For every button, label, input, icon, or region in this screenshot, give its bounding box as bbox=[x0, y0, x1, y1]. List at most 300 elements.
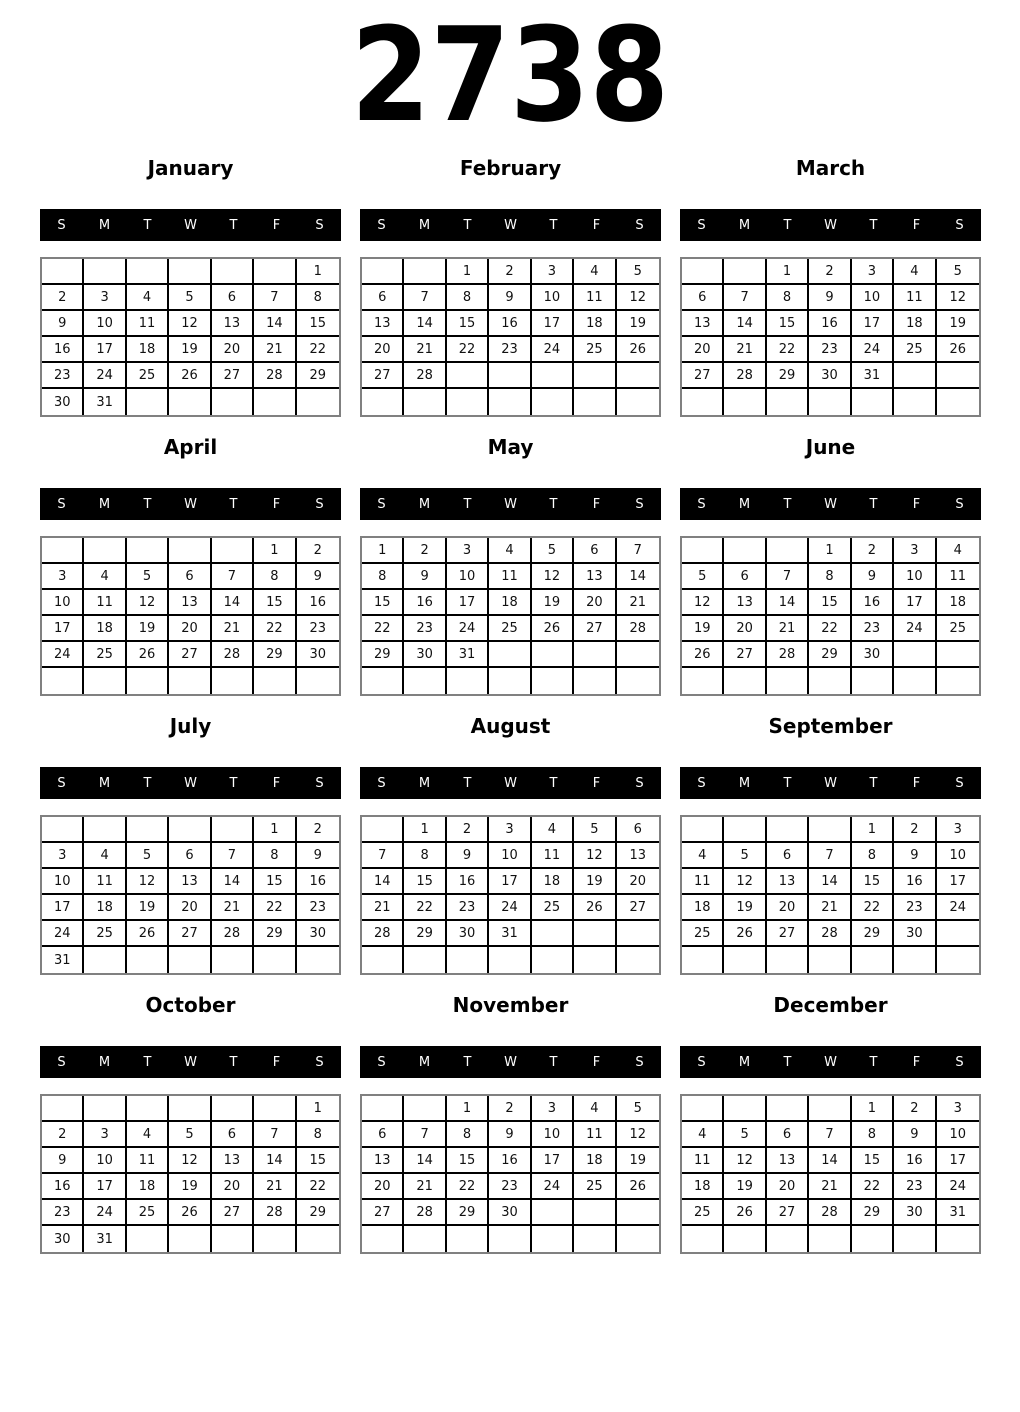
weekday-label: F bbox=[912, 496, 921, 512]
day-cell: 18 bbox=[937, 590, 979, 616]
month-block-march bbox=[680, 156, 981, 425]
day-cell: 22 bbox=[447, 337, 489, 363]
weekday-label: T bbox=[783, 496, 792, 512]
day-cell: 16 bbox=[297, 869, 339, 895]
day-cell: 11 bbox=[937, 564, 979, 590]
weekday-header-row bbox=[40, 209, 341, 241]
day-cell: 16 bbox=[809, 311, 851, 337]
empty-day-cell bbox=[42, 668, 84, 694]
empty-day-cell bbox=[169, 259, 211, 285]
day-cell: 9 bbox=[894, 843, 936, 869]
day-cell: 9 bbox=[42, 1148, 84, 1174]
day-cell: 16 bbox=[42, 337, 84, 363]
day-cell: 30 bbox=[404, 642, 446, 668]
day-cell: 9 bbox=[447, 843, 489, 869]
day-cell: 4 bbox=[84, 843, 126, 869]
day-cell: 25 bbox=[937, 616, 979, 642]
day-cell: 1 bbox=[852, 1096, 894, 1122]
day-cell: 7 bbox=[362, 843, 404, 869]
day-cell: 9 bbox=[297, 564, 339, 590]
weekday-label: F bbox=[592, 217, 601, 233]
months-grid bbox=[40, 156, 980, 1262]
empty-day-cell bbox=[127, 1096, 169, 1122]
day-cell: 12 bbox=[127, 869, 169, 895]
day-cell: 5 bbox=[937, 259, 979, 285]
empty-day-cell bbox=[724, 668, 766, 694]
empty-day-cell bbox=[447, 363, 489, 389]
weekday-header-row bbox=[40, 767, 341, 799]
day-cell: 21 bbox=[212, 895, 254, 921]
weekday-label: S bbox=[955, 496, 964, 512]
day-cell: 16 bbox=[894, 1148, 936, 1174]
empty-day-cell bbox=[447, 389, 489, 415]
weekday-label: S bbox=[377, 496, 386, 512]
day-cell: 10 bbox=[852, 285, 894, 311]
day-cell: 6 bbox=[169, 843, 211, 869]
day-cell: 17 bbox=[894, 590, 936, 616]
weekday-label: F bbox=[912, 1054, 921, 1070]
day-cell: 24 bbox=[489, 895, 531, 921]
day-cell: 19 bbox=[169, 1174, 211, 1200]
day-cell: 20 bbox=[724, 616, 766, 642]
day-cell: 18 bbox=[84, 895, 126, 921]
day-cell: 1 bbox=[852, 817, 894, 843]
day-cell: 24 bbox=[84, 363, 126, 389]
day-cell: 7 bbox=[767, 564, 809, 590]
weekday-label: T bbox=[549, 775, 558, 791]
empty-day-cell bbox=[767, 947, 809, 973]
day-cell: 2 bbox=[404, 538, 446, 564]
day-cell: 24 bbox=[937, 895, 979, 921]
empty-day-cell bbox=[574, 642, 616, 668]
empty-day-cell bbox=[127, 1226, 169, 1252]
month-day-grid bbox=[360, 536, 661, 696]
day-cell: 5 bbox=[127, 843, 169, 869]
day-cell: 22 bbox=[297, 337, 339, 363]
day-cell: 3 bbox=[489, 817, 531, 843]
month-block-october bbox=[40, 993, 341, 1262]
month-block-august bbox=[360, 714, 661, 983]
weekday-label: M bbox=[98, 496, 111, 512]
day-cell: 31 bbox=[852, 363, 894, 389]
empty-day-cell bbox=[404, 259, 446, 285]
day-cell: 14 bbox=[809, 869, 851, 895]
day-cell: 29 bbox=[809, 642, 851, 668]
day-cell: 14 bbox=[404, 311, 446, 337]
day-cell: 9 bbox=[404, 564, 446, 590]
empty-day-cell bbox=[362, 1096, 404, 1122]
day-cell: 12 bbox=[617, 285, 659, 311]
day-cell: 5 bbox=[532, 538, 574, 564]
day-cell: 4 bbox=[532, 817, 574, 843]
empty-day-cell bbox=[362, 668, 404, 694]
month-day-grid bbox=[680, 257, 981, 417]
day-cell: 23 bbox=[894, 1174, 936, 1200]
day-cell: 3 bbox=[532, 259, 574, 285]
empty-day-cell bbox=[937, 363, 979, 389]
day-cell: 2 bbox=[447, 817, 489, 843]
month-day-grid bbox=[360, 1094, 661, 1254]
day-cell: 21 bbox=[809, 1174, 851, 1200]
weekday-label: T bbox=[143, 496, 152, 512]
empty-day-cell bbox=[42, 1096, 84, 1122]
day-cell: 16 bbox=[447, 869, 489, 895]
day-cell: 1 bbox=[447, 1096, 489, 1122]
day-cell: 30 bbox=[894, 1200, 936, 1226]
day-cell: 27 bbox=[169, 642, 211, 668]
day-cell: 26 bbox=[574, 895, 616, 921]
day-cell: 20 bbox=[767, 1174, 809, 1200]
day-cell: 28 bbox=[724, 363, 766, 389]
empty-day-cell bbox=[894, 363, 936, 389]
day-cell: 2 bbox=[42, 285, 84, 311]
empty-day-cell bbox=[532, 921, 574, 947]
day-cell: 14 bbox=[212, 869, 254, 895]
day-cell: 27 bbox=[767, 1200, 809, 1226]
day-cell: 5 bbox=[169, 285, 211, 311]
empty-day-cell bbox=[447, 1226, 489, 1252]
day-cell: 25 bbox=[574, 337, 616, 363]
weekday-label: M bbox=[738, 496, 751, 512]
day-cell: 3 bbox=[42, 843, 84, 869]
weekday-label: T bbox=[229, 1054, 238, 1070]
day-cell: 15 bbox=[852, 869, 894, 895]
weekday-label: S bbox=[635, 496, 644, 512]
weekday-label: W bbox=[504, 1054, 517, 1070]
day-cell: 22 bbox=[852, 1174, 894, 1200]
day-cell: 6 bbox=[682, 285, 724, 311]
day-cell: 26 bbox=[169, 1200, 211, 1226]
day-cell: 27 bbox=[212, 1200, 254, 1226]
day-cell: 9 bbox=[489, 1122, 531, 1148]
day-cell: 26 bbox=[724, 1200, 766, 1226]
empty-day-cell bbox=[682, 1096, 724, 1122]
day-cell: 7 bbox=[809, 1122, 851, 1148]
empty-day-cell bbox=[169, 668, 211, 694]
day-cell: 3 bbox=[532, 1096, 574, 1122]
day-cell: 20 bbox=[574, 590, 616, 616]
empty-day-cell bbox=[212, 1226, 254, 1252]
day-cell: 5 bbox=[617, 1096, 659, 1122]
empty-day-cell bbox=[127, 817, 169, 843]
day-cell: 1 bbox=[362, 538, 404, 564]
day-cell: 24 bbox=[852, 337, 894, 363]
day-cell: 26 bbox=[617, 1174, 659, 1200]
day-cell: 27 bbox=[767, 921, 809, 947]
month-block-june bbox=[680, 435, 981, 704]
empty-day-cell bbox=[809, 1226, 851, 1252]
empty-day-cell bbox=[169, 947, 211, 973]
empty-day-cell bbox=[127, 947, 169, 973]
day-cell: 14 bbox=[362, 869, 404, 895]
weekday-label: S bbox=[57, 496, 66, 512]
day-cell: 23 bbox=[809, 337, 851, 363]
weekday-label: T bbox=[869, 217, 878, 233]
day-cell: 21 bbox=[724, 337, 766, 363]
day-cell: 26 bbox=[937, 337, 979, 363]
empty-day-cell bbox=[617, 921, 659, 947]
empty-day-cell bbox=[84, 538, 126, 564]
day-cell: 22 bbox=[767, 337, 809, 363]
day-cell: 19 bbox=[127, 616, 169, 642]
day-cell: 1 bbox=[809, 538, 851, 564]
day-cell: 19 bbox=[617, 1148, 659, 1174]
day-cell: 7 bbox=[724, 285, 766, 311]
year-title: 2738 bbox=[350, 0, 670, 151]
day-cell: 8 bbox=[404, 843, 446, 869]
day-cell: 31 bbox=[489, 921, 531, 947]
day-cell: 17 bbox=[447, 590, 489, 616]
day-cell: 16 bbox=[489, 1148, 531, 1174]
day-cell: 28 bbox=[404, 363, 446, 389]
day-cell: 2 bbox=[894, 817, 936, 843]
month-day-grid bbox=[680, 815, 981, 975]
day-cell: 8 bbox=[767, 285, 809, 311]
weekday-label: S bbox=[697, 1054, 706, 1070]
day-cell: 10 bbox=[42, 590, 84, 616]
weekday-label: S bbox=[955, 1054, 964, 1070]
day-cell: 31 bbox=[42, 947, 84, 973]
day-cell: 20 bbox=[212, 337, 254, 363]
day-cell: 24 bbox=[42, 921, 84, 947]
day-cell: 3 bbox=[84, 1122, 126, 1148]
day-cell: 6 bbox=[362, 1122, 404, 1148]
day-cell: 12 bbox=[169, 311, 211, 337]
day-cell: 12 bbox=[532, 564, 574, 590]
day-cell: 7 bbox=[617, 538, 659, 564]
weekday-label: F bbox=[912, 775, 921, 791]
weekday-label: S bbox=[315, 217, 324, 233]
day-cell: 27 bbox=[169, 921, 211, 947]
month-name: December bbox=[773, 993, 888, 1017]
empty-day-cell bbox=[617, 363, 659, 389]
day-cell: 4 bbox=[127, 285, 169, 311]
empty-day-cell bbox=[574, 363, 616, 389]
day-cell: 15 bbox=[767, 311, 809, 337]
weekday-label: S bbox=[57, 775, 66, 791]
day-cell: 19 bbox=[724, 1174, 766, 1200]
day-cell: 13 bbox=[767, 1148, 809, 1174]
day-cell: 5 bbox=[724, 1122, 766, 1148]
day-cell: 27 bbox=[212, 363, 254, 389]
day-cell: 4 bbox=[574, 259, 616, 285]
empty-day-cell bbox=[682, 817, 724, 843]
empty-day-cell bbox=[404, 668, 446, 694]
weekday-label: W bbox=[504, 496, 517, 512]
empty-day-cell bbox=[809, 389, 851, 415]
empty-day-cell bbox=[297, 1226, 339, 1252]
empty-day-cell bbox=[212, 538, 254, 564]
day-cell: 7 bbox=[809, 843, 851, 869]
empty-day-cell bbox=[574, 947, 616, 973]
day-cell: 19 bbox=[532, 590, 574, 616]
empty-day-cell bbox=[724, 389, 766, 415]
day-cell: 25 bbox=[894, 337, 936, 363]
day-cell: 14 bbox=[254, 311, 296, 337]
day-cell: 30 bbox=[447, 921, 489, 947]
day-cell: 19 bbox=[617, 311, 659, 337]
empty-day-cell bbox=[254, 389, 296, 415]
weekday-label: F bbox=[592, 775, 601, 791]
empty-day-cell bbox=[362, 259, 404, 285]
weekday-label: W bbox=[184, 1054, 197, 1070]
day-cell: 1 bbox=[767, 259, 809, 285]
day-cell: 24 bbox=[447, 616, 489, 642]
month-block-december bbox=[680, 993, 981, 1262]
day-cell: 25 bbox=[127, 363, 169, 389]
month-block-may bbox=[360, 435, 661, 704]
empty-day-cell bbox=[447, 668, 489, 694]
day-cell: 8 bbox=[297, 1122, 339, 1148]
empty-day-cell bbox=[937, 947, 979, 973]
day-cell: 7 bbox=[254, 1122, 296, 1148]
weekday-label: W bbox=[184, 217, 197, 233]
day-cell: 13 bbox=[574, 564, 616, 590]
day-cell: 18 bbox=[682, 895, 724, 921]
day-cell: 17 bbox=[489, 869, 531, 895]
day-cell: 6 bbox=[574, 538, 616, 564]
empty-day-cell bbox=[894, 389, 936, 415]
weekday-label: T bbox=[869, 496, 878, 512]
month-name: February bbox=[459, 156, 562, 180]
day-cell: 28 bbox=[362, 921, 404, 947]
empty-day-cell bbox=[937, 642, 979, 668]
day-cell: 12 bbox=[574, 843, 616, 869]
day-cell: 28 bbox=[212, 642, 254, 668]
day-cell: 13 bbox=[362, 311, 404, 337]
day-cell: 1 bbox=[447, 259, 489, 285]
empty-day-cell bbox=[809, 817, 851, 843]
day-cell: 4 bbox=[84, 564, 126, 590]
day-cell: 10 bbox=[42, 869, 84, 895]
day-cell: 15 bbox=[447, 311, 489, 337]
weekday-label: W bbox=[504, 775, 517, 791]
day-cell: 13 bbox=[169, 590, 211, 616]
day-cell: 22 bbox=[447, 1174, 489, 1200]
day-cell: 16 bbox=[894, 869, 936, 895]
day-cell: 17 bbox=[42, 895, 84, 921]
weekday-label: S bbox=[315, 496, 324, 512]
month-block-april bbox=[40, 435, 341, 704]
day-cell: 13 bbox=[212, 311, 254, 337]
weekday-label: F bbox=[592, 1054, 601, 1070]
day-cell: 22 bbox=[852, 895, 894, 921]
day-cell: 2 bbox=[297, 817, 339, 843]
day-cell: 6 bbox=[212, 1122, 254, 1148]
day-cell: 21 bbox=[254, 337, 296, 363]
empty-day-cell bbox=[169, 1226, 211, 1252]
day-cell: 10 bbox=[894, 564, 936, 590]
weekday-label: T bbox=[143, 217, 152, 233]
weekday-label: S bbox=[697, 775, 706, 791]
day-cell: 8 bbox=[852, 1122, 894, 1148]
day-cell: 1 bbox=[404, 817, 446, 843]
day-cell: 5 bbox=[169, 1122, 211, 1148]
day-cell: 26 bbox=[127, 642, 169, 668]
empty-day-cell bbox=[212, 1096, 254, 1122]
empty-day-cell bbox=[937, 1226, 979, 1252]
empty-day-cell bbox=[724, 947, 766, 973]
day-cell: 12 bbox=[937, 285, 979, 311]
weekday-header-row bbox=[680, 1046, 981, 1078]
day-cell: 5 bbox=[127, 564, 169, 590]
day-cell: 11 bbox=[682, 1148, 724, 1174]
empty-day-cell bbox=[682, 668, 724, 694]
month-block-february bbox=[360, 156, 661, 425]
day-cell: 18 bbox=[127, 337, 169, 363]
day-cell: 9 bbox=[852, 564, 894, 590]
empty-day-cell bbox=[127, 389, 169, 415]
day-cell: 18 bbox=[682, 1174, 724, 1200]
weekday-label: M bbox=[418, 217, 431, 233]
day-cell: 25 bbox=[489, 616, 531, 642]
month-day-grid bbox=[40, 257, 341, 417]
weekday-label: F bbox=[272, 217, 281, 233]
day-cell: 7 bbox=[404, 1122, 446, 1148]
empty-day-cell bbox=[767, 1096, 809, 1122]
day-cell: 6 bbox=[169, 564, 211, 590]
day-cell: 22 bbox=[362, 616, 404, 642]
day-cell: 29 bbox=[362, 642, 404, 668]
day-cell: 12 bbox=[682, 590, 724, 616]
empty-day-cell bbox=[682, 389, 724, 415]
day-cell: 5 bbox=[617, 259, 659, 285]
day-cell: 27 bbox=[724, 642, 766, 668]
day-cell: 2 bbox=[297, 538, 339, 564]
day-cell: 12 bbox=[724, 869, 766, 895]
day-cell: 30 bbox=[809, 363, 851, 389]
empty-day-cell bbox=[212, 259, 254, 285]
weekday-label: S bbox=[955, 775, 964, 791]
day-cell: 13 bbox=[682, 311, 724, 337]
empty-day-cell bbox=[682, 947, 724, 973]
day-cell: 18 bbox=[489, 590, 531, 616]
day-cell: 3 bbox=[42, 564, 84, 590]
day-cell: 29 bbox=[297, 1200, 339, 1226]
weekday-label: T bbox=[229, 496, 238, 512]
day-cell: 26 bbox=[617, 337, 659, 363]
weekday-label: W bbox=[184, 775, 197, 791]
empty-day-cell bbox=[169, 389, 211, 415]
weekday-label: T bbox=[549, 217, 558, 233]
empty-day-cell bbox=[894, 668, 936, 694]
day-cell: 31 bbox=[447, 642, 489, 668]
day-cell: 14 bbox=[809, 1148, 851, 1174]
day-cell: 22 bbox=[254, 895, 296, 921]
empty-day-cell bbox=[894, 642, 936, 668]
weekday-label: S bbox=[377, 1054, 386, 1070]
day-cell: 12 bbox=[127, 590, 169, 616]
empty-day-cell bbox=[212, 817, 254, 843]
empty-day-cell bbox=[489, 1226, 531, 1252]
empty-day-cell bbox=[212, 389, 254, 415]
empty-day-cell bbox=[682, 1226, 724, 1252]
day-cell: 28 bbox=[617, 616, 659, 642]
empty-day-cell bbox=[937, 668, 979, 694]
day-cell: 21 bbox=[254, 1174, 296, 1200]
day-cell: 20 bbox=[767, 895, 809, 921]
day-cell: 13 bbox=[169, 869, 211, 895]
day-cell: 15 bbox=[297, 1148, 339, 1174]
day-cell: 7 bbox=[254, 285, 296, 311]
empty-day-cell bbox=[617, 1226, 659, 1252]
day-cell: 29 bbox=[447, 1200, 489, 1226]
day-cell: 11 bbox=[532, 843, 574, 869]
empty-day-cell bbox=[574, 668, 616, 694]
weekday-label: T bbox=[783, 217, 792, 233]
day-cell: 12 bbox=[169, 1148, 211, 1174]
empty-day-cell bbox=[574, 1226, 616, 1252]
